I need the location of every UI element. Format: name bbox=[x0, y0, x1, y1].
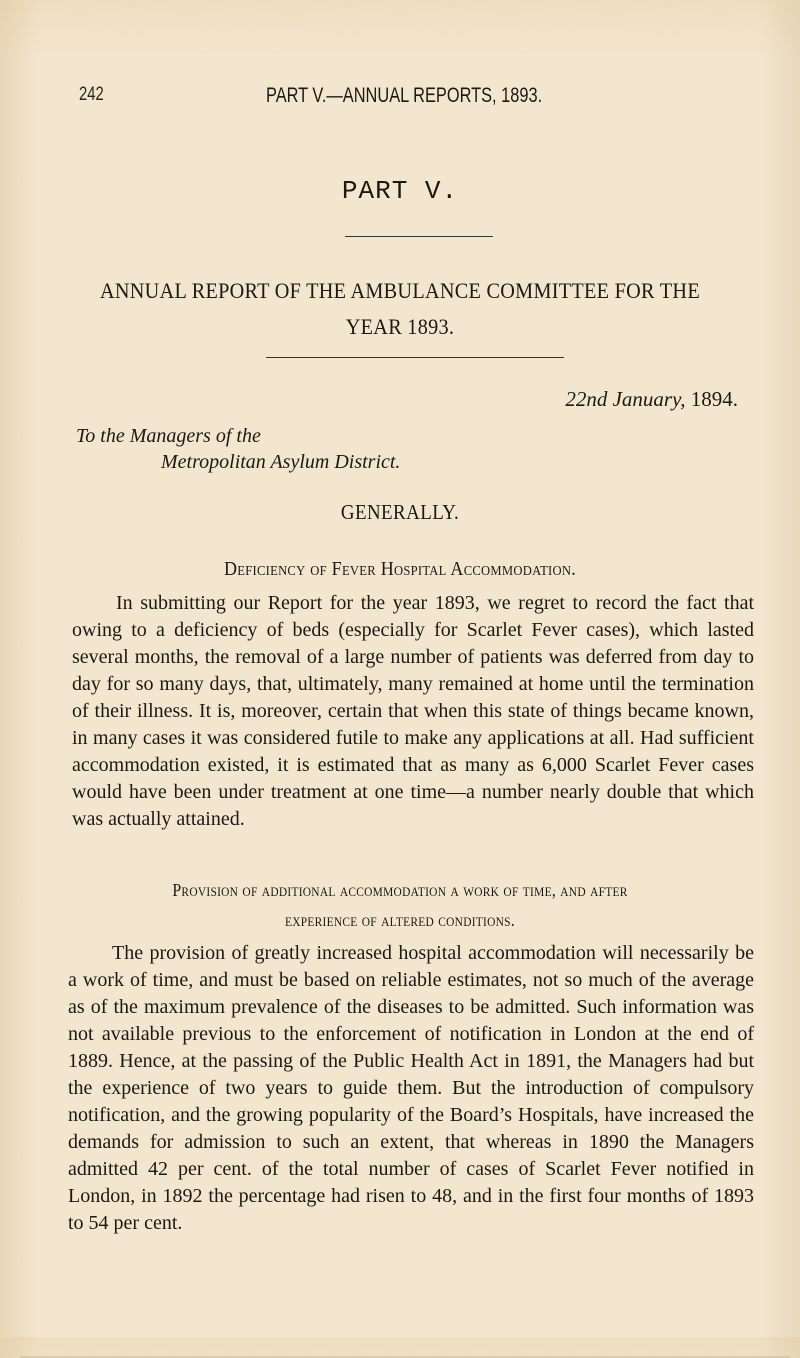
subheading-provision-line-2: experience of altered conditions. bbox=[284, 910, 516, 930]
subheading-provision bbox=[48, 875, 752, 935]
paragraph-deficiency: In submitting our Report for the year 1893, we regret to record the fact that owing to a deficiency of beds (especially for Scarlet Fever cases), which lasted several months, the removal of a large number of patients was deferred from day to day for so many days, that, ultimately, many remained at home until the termination of their illness. It is, moreover, certain that when this state of things became known, in many cases it was considered futile to make any applications at all. Had sufficient accommodation existed, it is estimated that as many as 6,000 Scarlet Fever cases would have been under treatment at one time—a number nearly double that which was actually attained. bbox=[72, 592, 754, 830]
addressee-line-1: To the Managers of the bbox=[76, 425, 261, 447]
addressee bbox=[76, 423, 400, 475]
running-title: PART V.—ANNUAL REPORTS, 1893. bbox=[266, 84, 543, 107]
date-day-month: 22nd January, bbox=[565, 387, 686, 411]
report-date bbox=[565, 387, 738, 412]
date-year: 1894. bbox=[685, 387, 738, 411]
paragraph-provision: The provision of greatly increased hospital accommodation will necessarily be a work of time, and must be based on reliable estimates, not so much of the average as of the maximum prevalence of the diseases to be admitted. Such information was not available previous to the enforcement of notification in London at the end of 1889. Hence, at the passing of the Public Health Act in 1891, the Managers had but the experience of two years to guide them. But the introduction of compulsory notification, and the growing popularity of the Board’s Hospitals, have increased the demands for admission to such an extent, that whereas in 1890 the Managers admitted 42 per cent. of the total number of cases of Scarlet Fever notified in London, in 1892 the percentage had risen to 48, and in the first four months of 1893 to 54 per cent. bbox=[68, 942, 754, 1234]
report-title bbox=[32, 273, 768, 345]
section-heading-generally: GENERALLY. bbox=[340, 500, 460, 524]
report-title-line-1: ANNUAL REPORT OF THE AMBULANCE COMMITTEE FOR THE bbox=[100, 278, 700, 303]
part-heading: PART V. bbox=[341, 176, 459, 206]
running-head bbox=[0, 84, 800, 114]
addressee-line-2: Metropolitan Asylum District. bbox=[161, 451, 401, 473]
subheading-provision-line-1: Provision of additional accommodation a work of time, and after bbox=[172, 880, 628, 900]
subheading-deficiency: Deficiency of Fever Hospital Accommodation. bbox=[223, 558, 577, 580]
page-number: 242 bbox=[79, 84, 104, 105]
divider-rule bbox=[266, 357, 564, 358]
report-title-line-2: YEAR 1893. bbox=[345, 314, 455, 339]
divider-rule bbox=[345, 236, 493, 237]
